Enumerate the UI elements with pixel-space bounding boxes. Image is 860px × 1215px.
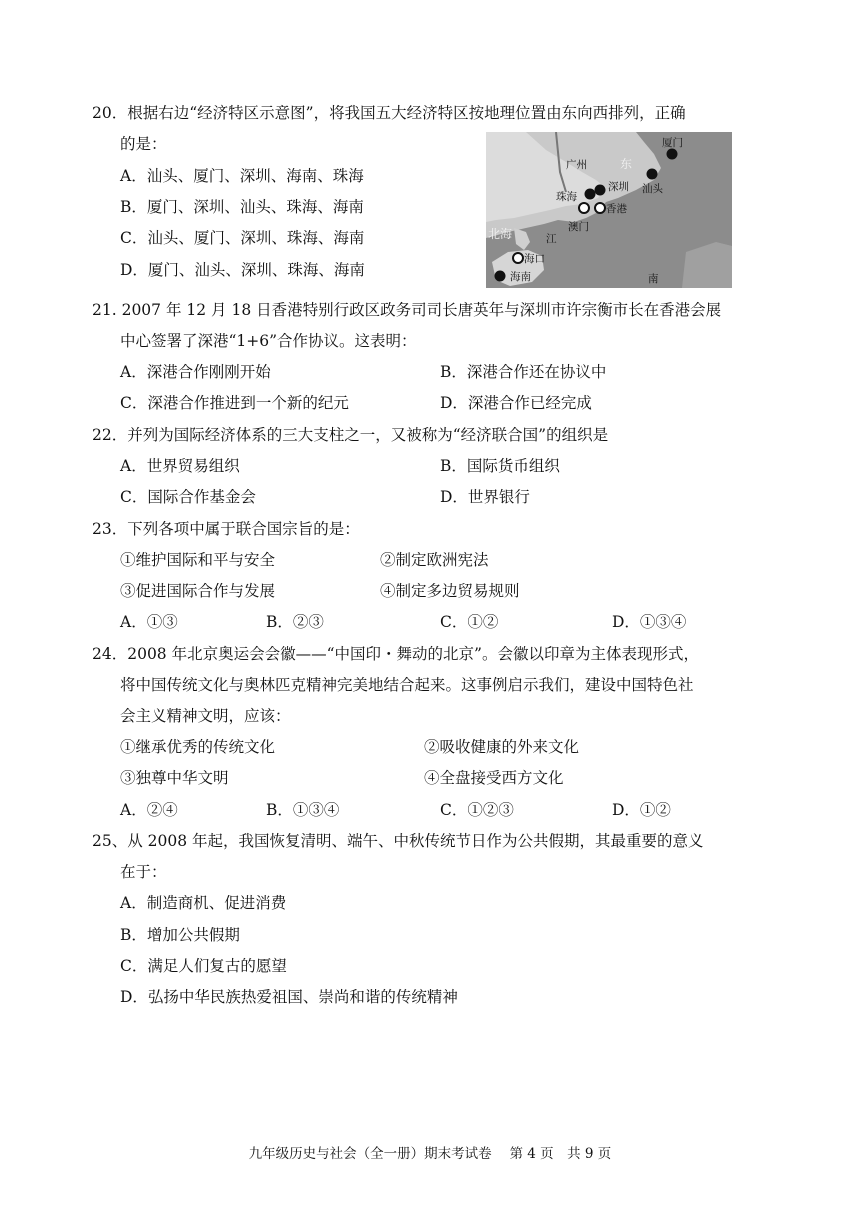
question-23-option-a: A．①③ (120, 613, 178, 631)
label-guangzhou: 广州 (566, 159, 587, 171)
question-25-option-d: D．弘扬中华民族热爱祖国、崇尚和谐的传统精神 (120, 988, 458, 1006)
question-21-option-d: D．深港合作已经完成 (440, 394, 592, 412)
label-haikou: 海口 (524, 253, 545, 265)
marker-xianggang (595, 203, 605, 213)
question-23-item-3: ③促进国际合作与发展 (120, 582, 276, 600)
label-dong: 东 (620, 157, 633, 171)
question-22-stem-line-1: 22．并列为国际经济体系的三大支柱之一，又被称为“经济联合国”的组织是 (92, 426, 609, 444)
special-economic-zone-map (486, 132, 732, 288)
question-20-option-d: D．厦门、汕头、深圳、珠海、海南 (120, 261, 365, 279)
marker-shenzhen (595, 185, 606, 196)
label-beihai: 北海 (488, 227, 513, 241)
question-24-stem-line-2: 将中国传统文化与奥林匹克精神完美地结合起来。这事例启示我们，建设中国特色社 (120, 676, 694, 694)
question-22-option-b: B．国际货币组织 (440, 457, 560, 475)
marker-zhuhai (585, 189, 596, 200)
question-22-option-c: C．国际合作基金会 (120, 488, 256, 506)
label-xianggang: 香港 (606, 203, 627, 215)
question-25-option-b: B．增加公共假期 (120, 926, 240, 944)
marker-xiamen (667, 149, 678, 160)
question-20-option-b: B．厦门、深圳、汕头、珠海、海南 (120, 198, 364, 216)
question-25-option-c: C．满足人们复古的愿望 (120, 957, 287, 975)
question-22-option-d: D．世界银行 (440, 488, 530, 506)
question-25-option-a: A．制造商机、促进消费 (120, 894, 287, 912)
question-22-option-a: A．世界贸易组织 (120, 457, 240, 475)
label-shenzhen: 深圳 (608, 181, 629, 193)
marker-haikou (513, 253, 523, 263)
label-hainan: 海南 (510, 271, 531, 283)
question-24-option-c: C．①②③ (440, 801, 514, 819)
question-21-option-a: A．深港合作刚刚开始 (120, 363, 271, 381)
question-20-option-a: A．汕头、厦门、深圳、海南、珠海 (120, 167, 364, 185)
question-25-stem-line-1: 25、从 2008 年起，我国恢复清明、端午、中秋传统节日作为公共假期，其最重要的意义 (92, 832, 704, 850)
question-24-option-b: B．①③④ (266, 801, 340, 819)
question-23-stem-line-1: 23．下列各项中属于联合国宗旨的是： (92, 520, 360, 538)
question-23-option-c: C．①② (440, 613, 499, 631)
question-21-option-b: B．深港合作还在协议中 (440, 363, 607, 381)
question-24-item-4: ④全盘接受西方文化 (424, 769, 564, 787)
marker-aomen (579, 203, 589, 213)
label-xiamen: 厦门 (662, 137, 683, 149)
question-20-stem-line-1: 20．根据右边“经济特区示意图”，将我国五大经济特区按地理位置由东向西排列，正确 (92, 104, 686, 122)
question-23-option-b: B．②③ (266, 613, 324, 631)
question-23-item-4: ④制定多边贸易规则 (380, 582, 520, 600)
question-23-item-2: ②制定欧洲宪法 (380, 551, 489, 569)
question-24-stem-line-3: 会主义精神文明，应该： (120, 707, 291, 725)
label-shantou: 汕头 (642, 183, 663, 195)
label-jiang: 江 (546, 233, 557, 245)
question-21-stem-line-2: 中心签署了深港“1+6”合作协议。这表明： (120, 332, 417, 350)
question-24-stem-line-1: 24．2008 年北京奥运会会徽——“中国印・舞动的北京”。会徽以印章为主体表现形式， (92, 645, 699, 663)
question-21-stem-line-1: 21. 2007 年 12 月 18 日香港特别行政区政务司司长唐英年与深圳市许宗衡市长在香港会展 (92, 301, 722, 319)
question-24-option-d: D．①② (612, 801, 671, 819)
question-23-option-d: D．①③④ (612, 613, 687, 631)
label-aomen: 澳门 (568, 221, 589, 233)
question-23-item-1: ①维护国际和平与安全 (120, 551, 276, 569)
question-25-stem-line-2: 在于： (120, 863, 167, 881)
page-footer: 九年级历史与社会（全一册）期末考试卷 第 4 页 共 9 页 (248, 1146, 612, 1162)
question-24-item-1: ①继承优秀的传统文化 (120, 738, 276, 756)
question-24-option-a: A．②④ (120, 801, 178, 819)
question-21-option-c: C．深港合作推进到一个新的纪元 (120, 394, 349, 412)
marker-shantou (647, 169, 658, 180)
question-24-item-2: ②吸收健康的外来文化 (424, 738, 580, 756)
question-20-stem-line-2: 的是： (120, 135, 167, 153)
marker-hainan (495, 271, 506, 282)
label-zhuhai: 珠海 (556, 191, 577, 203)
label-nan: 南 (648, 273, 659, 285)
question-20-option-c: C．汕头、厦门、深圳、珠海、海南 (120, 229, 365, 247)
question-24-item-3: ③独尊中华文明 (120, 769, 229, 787)
